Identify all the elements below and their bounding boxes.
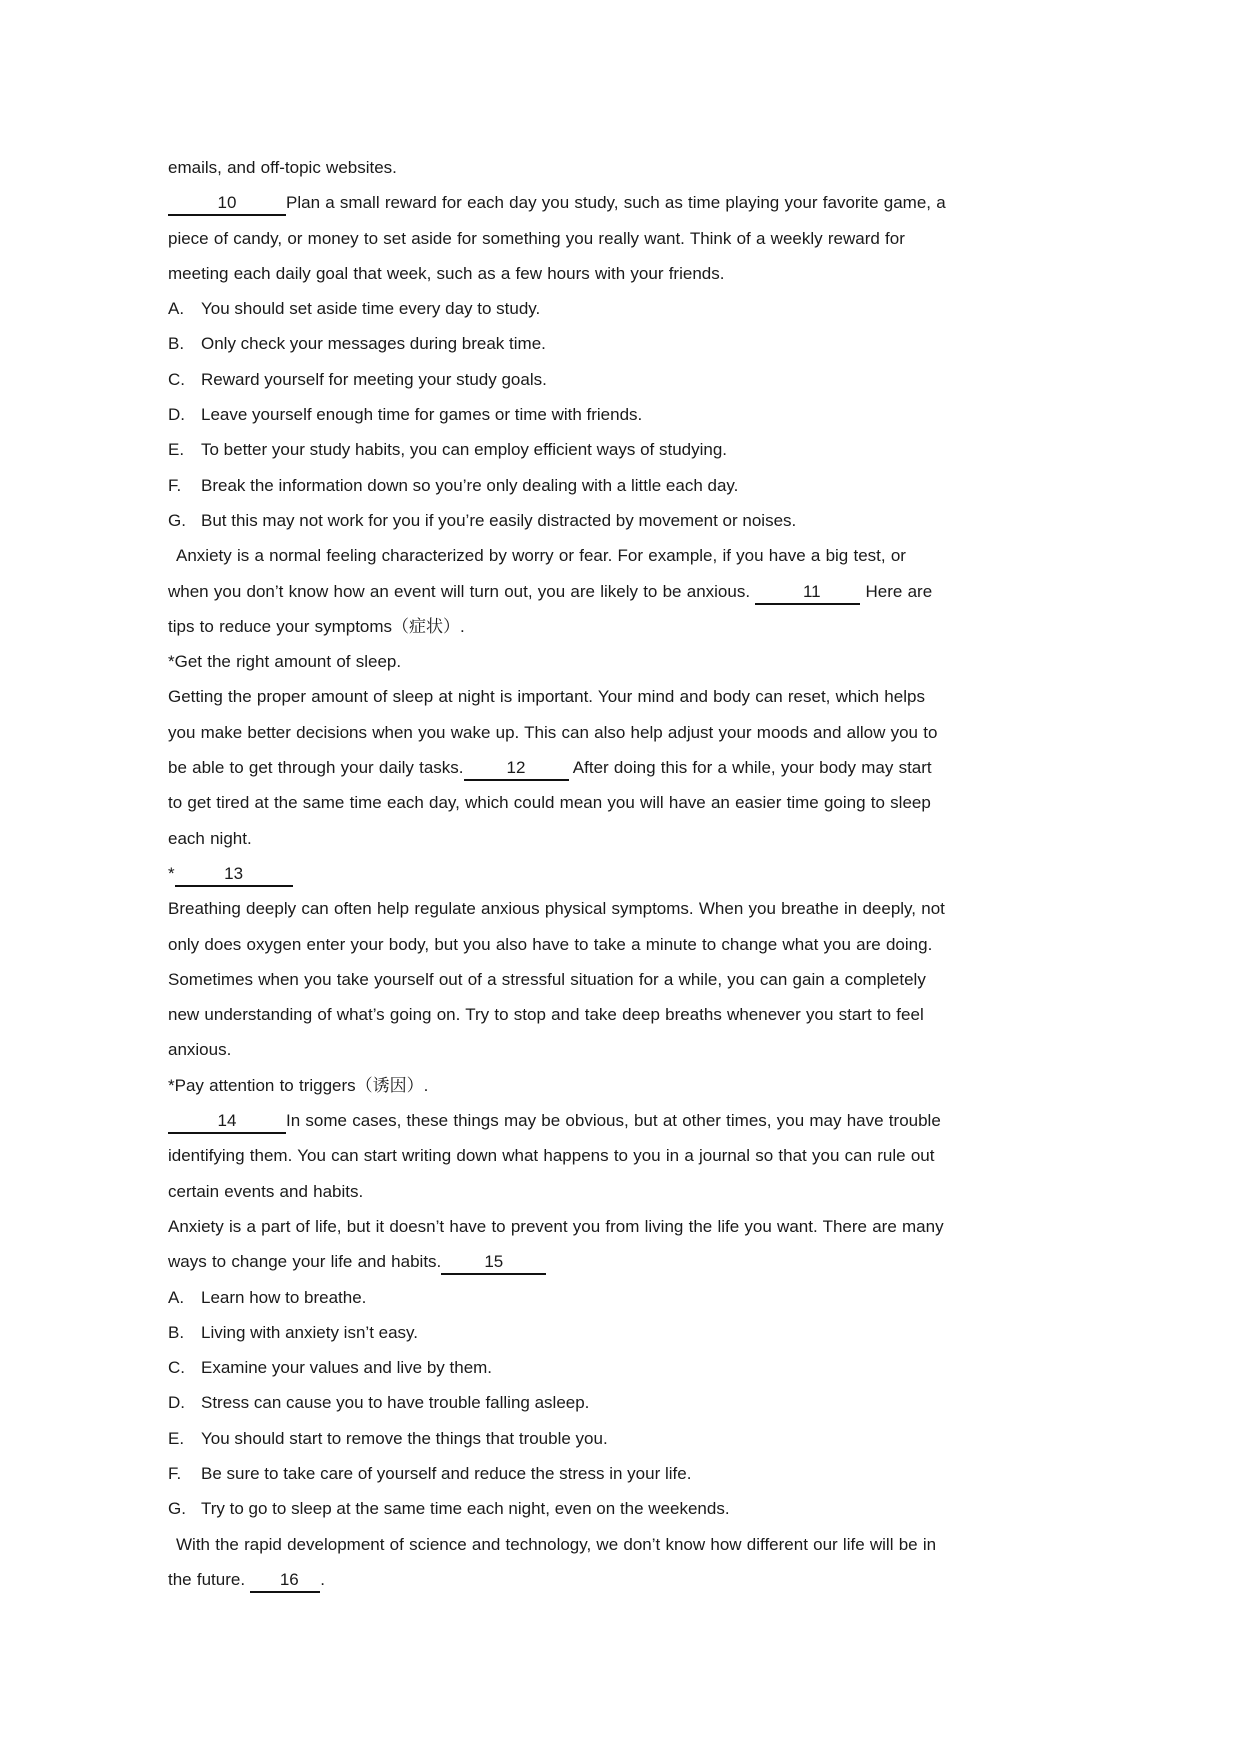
paragraph-final [168,1527,946,1598]
option-set1-b [168,326,946,361]
blank-14: 14 [168,1110,286,1134]
option-letter: E. [168,440,185,460]
option-set1-g [168,503,946,538]
heading-sleep-text: *Get the right amount of sleep. [168,652,402,672]
heading-13-star: * [168,863,175,883]
option-letter: E. [168,1428,185,1448]
option-letter: F. [168,475,182,495]
option-letter: B. [168,1322,185,1342]
option-text: Reward yourself for meeting your study goals. [201,369,547,389]
blank-13: 13 [175,863,293,887]
option-letter: F. [168,1463,182,1483]
option-text: Break the information down so you’re only dealing with a little each day. [201,475,739,495]
final-after: . [320,1569,326,1589]
heading-sleep [168,644,946,679]
blank-16: 16 [250,1569,320,1593]
option-set2-e [168,1421,946,1456]
option-letter: D. [168,405,185,425]
option-text: But this may not work for you if you’re easily distracted by movement or noises. [201,510,797,530]
option-set2-b [168,1315,946,1350]
breathing-text: Breathing deeply can often help regulate anxious physical symptoms. When you breathe in deeply, not only does oxygen enter your body, but you also have to take a minute to change what you are doing. Sometimes when you take yourself out of a stressful situation for a while, you can gain a completely new understanding of what’s going on. Try to stop and take deep breaths whenever you start to feel anxious. [168,899,945,1060]
blank-10: 10 [168,192,286,216]
blank-12: 12 [464,757,569,781]
heading-triggers [168,1068,946,1103]
option-text: Only check your messages during break time. [201,334,546,354]
option-text: Leave yourself enough time for games or time with friends. [201,405,643,425]
paragraph-sleep [168,679,946,855]
option-letter: A. [168,299,185,319]
anxiety-intro-before: Anxiety is a normal feeling characterized by worry or fear. For example, if you have a big test, or when you don’t know how an event will turn out, you are likely to be anxious. [168,546,906,601]
blank-15: 15 [441,1251,546,1275]
paragraph-breathing [168,891,946,1067]
option-set1-a [168,291,946,326]
paragraph-q14 [168,1103,946,1209]
heading-triggers-text: *Pay attention to triggers（诱因）. [168,1075,429,1095]
option-set1-e [168,432,946,467]
option-letter: C. [168,369,185,389]
option-text: To better your study habits, you can employ efficient ways of studying. [201,440,728,460]
document-content [168,150,946,1597]
final-before: With the rapid development of science and technology, we don’t know how different our life will be in the future. [168,1534,937,1589]
option-text: Try to go to sleep at the same time each night, even on the weekends. [201,1499,730,1519]
closing-before: Anxiety is a part of life, but it doesn’t have to prevent you from living the life you want. There are many ways to change your life and habits. [168,1216,944,1272]
intro-fragment-text: emails, and off-topic websites. [168,158,397,177]
blank-11: 11 [755,581,860,605]
option-set2-d [168,1385,946,1420]
paragraph-anxiety-intro [168,538,946,644]
option-set2-f [168,1456,946,1491]
option-letter: B. [168,334,185,354]
option-set2-a [168,1280,946,1315]
paragraph-closing [168,1209,946,1280]
option-set2-g [168,1491,946,1526]
option-set1-f [168,468,946,503]
option-text: Stress can cause you to have trouble falling asleep. [201,1393,590,1413]
option-letter: G. [168,1499,186,1519]
option-text: Examine your values and live by them. [201,1358,493,1378]
option-letter: G. [168,510,186,530]
option-set2-c [168,1350,946,1385]
paragraph-intro-fragment [168,150,946,185]
option-text: You should start to remove the things that trouble you. [201,1428,608,1448]
option-set1-c [168,362,946,397]
option-set1-d [168,397,946,432]
option-letter: A. [168,1287,185,1307]
option-text: Living with anxiety isn’t easy. [201,1322,419,1342]
option-letter: D. [168,1393,185,1413]
anxiety-intro-after: Here are tips to reduce your symptoms（症状）. [168,581,933,636]
paragraph-q10 [168,185,946,291]
sleep-after: After doing this for a while, your body may start to get tired at the same time each day, which could mean you will have an easier time going to sleep each night. [168,758,932,848]
q14-text: In some cases, these things may be obvious, but at other times, you may have trouble identifying them. You can start writing down what happens to you in a journal so that you can rule out certain events and habits. [168,1111,941,1201]
q10-text: Plan a small reward for each day you study, such as time playing your favorite game, a piece of candy, or money to set aside for something you really want. Think of a weekly reward for meeting each daily goal that week, such as a few hours with your friends. [168,193,946,283]
option-letter: C. [168,1358,185,1378]
sleep-before: Getting the proper amount of sleep at night is important. Your mind and body can reset, which helps you make better decisions when you wake up. This can also help adjust your moods and allow you to be able to get through your daily tasks. [168,687,938,778]
option-text: Be sure to take care of yourself and reduce the stress in your life. [201,1463,692,1483]
option-text: Learn how to breathe. [201,1287,367,1307]
heading-13 [168,856,946,891]
option-text: You should set aside time every day to study. [201,299,541,319]
